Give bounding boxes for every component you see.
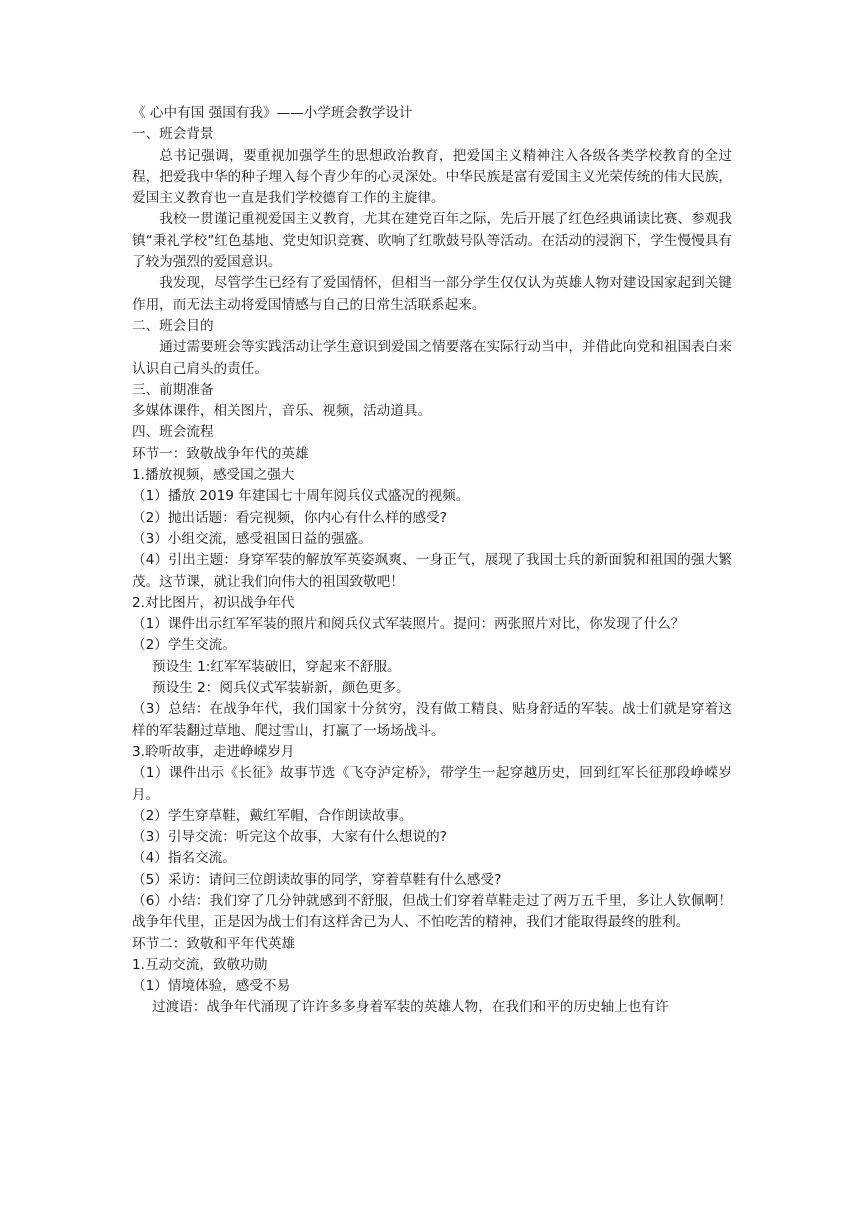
section-heading-flow: 四、班会流程 <box>132 424 214 441</box>
list-item: 预设生 2：阅兵仪式军装崭新，颜色更多。 <box>152 680 410 697</box>
document-page <box>132 103 732 1019</box>
subsection-heading: 环节二：致敬和平年代英雄 <box>132 935 296 952</box>
list-item: （3）总结：在战争年代，我们国家十分贫穷，没有做工精良、贴身舒适的军装。战士们就是穿着这样的军装翻过草地、爬过雪山，打赢了一场场战斗。 <box>132 701 732 739</box>
section-heading-preparation: 三、前期准备 <box>132 381 214 398</box>
list-item: （2）学生交流。 <box>132 637 236 654</box>
step-heading: 1.播放视频，感受国之强大 <box>132 467 295 484</box>
paragraph: 过渡语：战争年代涌现了许许多多身着军装的英雄人物，在我们和平的历史轴上也有许 <box>152 999 669 1016</box>
step-heading: 3.聆听故事，走进峥嵘岁月 <box>132 743 295 760</box>
section-heading-purpose: 二、班会目的 <box>132 317 214 334</box>
paragraph: 多媒体课件，相关图片，音乐、视频，活动道具。 <box>132 403 432 420</box>
list-item: （1）课件出示红军军装的照片和阅兵仪式军装照片。提问：两张照片对比，你发现了什么？ <box>132 616 685 633</box>
list-item: （4）指名交流。 <box>132 850 236 867</box>
list-item: （3）引导交流：听完这个故事，大家有什么想说的? <box>132 829 447 846</box>
document-title: 《 心中有国 强国有我》——小学班会教学设计 <box>132 105 413 121</box>
paragraph: 总书记强调，要重视加强学生的思想政治教育，把爱国主义精神注入各级各类学校教育的全过程，把爱我中华的种子埋入每个青少年的心灵深处。中华民族是富有爱国主义光荣传统的伟大民族，爱国主义教育也一直是我们学校德育工作的主旋律。 <box>132 147 732 207</box>
list-item: （2）学生穿草鞋，戴红军帽，合作朗读故事。 <box>132 807 413 824</box>
section-heading-background: 一、班会背景 <box>132 126 214 143</box>
subsection-heading: 环节一：致敬战争年代的英雄 <box>132 445 309 462</box>
list-item: （1）情境体验，感受不易 <box>132 978 291 995</box>
list-item: （4）引出主题：身穿军装的解放军英姿飒爽、一身正气，展现了我国士兵的新面貌和祖国的强大繁茂。这节课，就让我们向伟大的祖国致敬吧！ <box>132 552 732 590</box>
paragraph: 通过需要班会等实践活动让学生意识到爱国之情要落在实际行动当中，并借此向党和祖国表白来认识自己肩头的责任。 <box>132 339 732 377</box>
list-item: （3）小组交流，感受祖国日益的强盛。 <box>132 530 372 547</box>
list-item: （1）播放 2019 年建国七十周年阅兵仪式盛况的视频。 <box>132 488 470 505</box>
step-heading: 1.互动交流，致敬功勋 <box>132 956 268 973</box>
paragraph: 我发现，尽管学生已经有了爱国情怀，但相当一部分学生仅仅认为英雄人物对建设国家起到关键作用，而无法主动将爱国情感与自己的日常生活联系起来。 <box>132 275 732 313</box>
paragraph: 我校一贯谨记重视爱国主义教育，尤其在建党百年之际，先后开展了红色经典诵读比赛、参观我镇“秉礼学校”红色基地、党史知识竞赛、吹响了红歌鼓号队等活动。在活动的浸润下，学生慢慢具有了较为强烈的爱国意识。 <box>132 211 732 271</box>
list-item: （1）课件出示《长征》故事节选《飞夺泸定桥》，带学生一起穿越历史，回到红军长征那段峥嵘岁月。 <box>132 765 732 803</box>
list-item: （5）采访：请问三位朗读故事的同学，穿着草鞋有什么感受? <box>132 871 502 888</box>
list-item: 预设生 1:红军军装破旧，穿起来不舒服。 <box>152 658 401 675</box>
list-item: （6）小结：我们穿了几分钟就感到不舒服，但战士们穿着草鞋走过了两万五千里，多让人钦佩啊！战争年代里，正是因为战士们有这样舍己为人、不怕吃苦的精神，我们才能取得最终的胜利。 <box>132 892 732 931</box>
list-item: （2）抛出话题：看完视频，你内心有什么样的感受? <box>132 509 447 526</box>
step-heading: 2.对比图片，初识战争年代 <box>132 594 295 611</box>
